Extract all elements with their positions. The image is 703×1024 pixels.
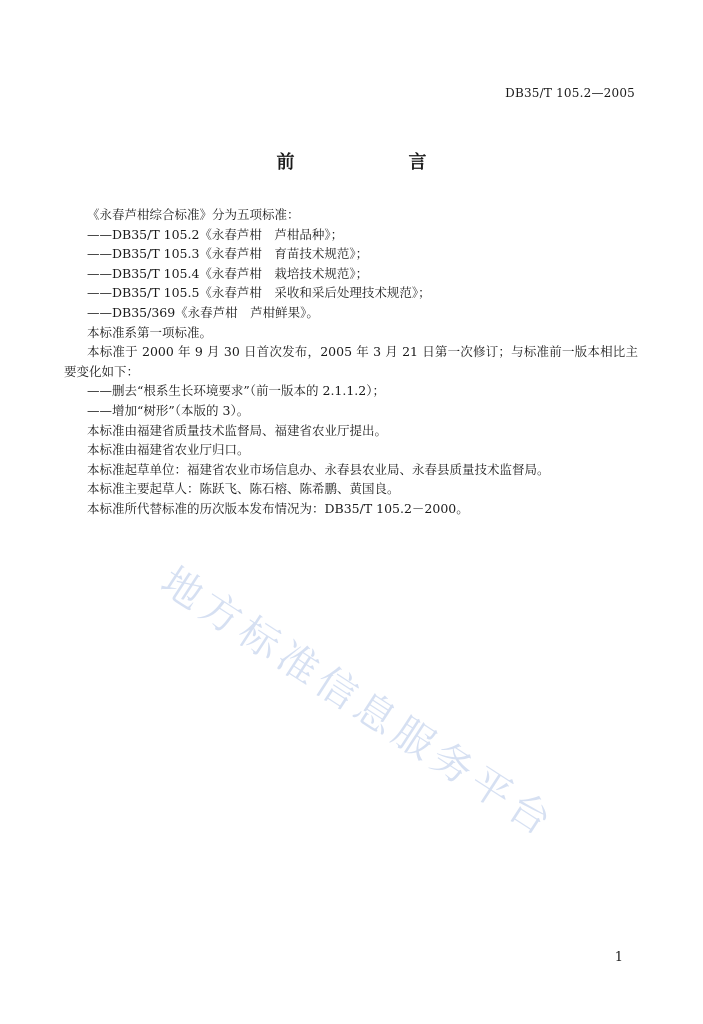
standard-code: DB35/T 105.2—2005 [505,86,635,100]
paragraph-drafters: 本标准主要起草人：陈跃飞、陈石榕、陈希鹏、黄国良。 [87,481,400,497]
change-item-deleted: ——删去“根系生长环境要求”（前一版本的 2.1.1.2）； [87,383,385,399]
list-item-part-2: ——DB35/T 105.2《永春芦柑 芦柑品种》； [87,226,344,242]
list-item-369: ——DB35/369《永春芦柑 芦柑鲜果》。 [87,304,319,320]
paragraph-proposer: 本标准由福建省质量技术监督局、福建省农业厅提出。 [87,422,388,438]
paragraph-centralized: 本标准由福建省农业厅归口。 [87,442,250,458]
paragraph-history: 本标准所代替标准的历次版本发布情况为：DB35/T 105.2－2000。 [87,500,469,516]
watermark: 地方标准信息服务平台 [152,558,564,848]
paragraph-series: 本标准系第一项标准。 [87,324,213,340]
foreword-body [64,205,638,519]
list-item-part-4: ——DB35/T 105.4《永春芦柑 栽培技术规范》； [87,265,369,281]
list-item-part-3: ——DB35/T 105.3《永春芦柑 育苗技术规范》； [87,246,369,262]
paragraph-drafting-units: 本标准起草单位：福建省农业市场信息办、永春县农业局、永春县质量技术监督局。 [87,461,550,477]
list-item-part-5: ——DB35/T 105.5《永春芦柑 采收和采后处理技术规范》； [87,285,431,301]
paragraph-revision: 本标准于 2000 年 9 月 30 日首次发布，2005 年 3 月 21 日第一次修订；与标准前一版本相比主要变化如下： [64,344,638,379]
page-number: 1 [614,950,623,965]
paragraph-intro: 《永春芦柑综合标准》分为五项标准： [87,207,300,222]
page-title: 前 言 [276,152,453,173]
change-item-added: ——增加“树形”（本版的 3）。 [87,402,250,418]
